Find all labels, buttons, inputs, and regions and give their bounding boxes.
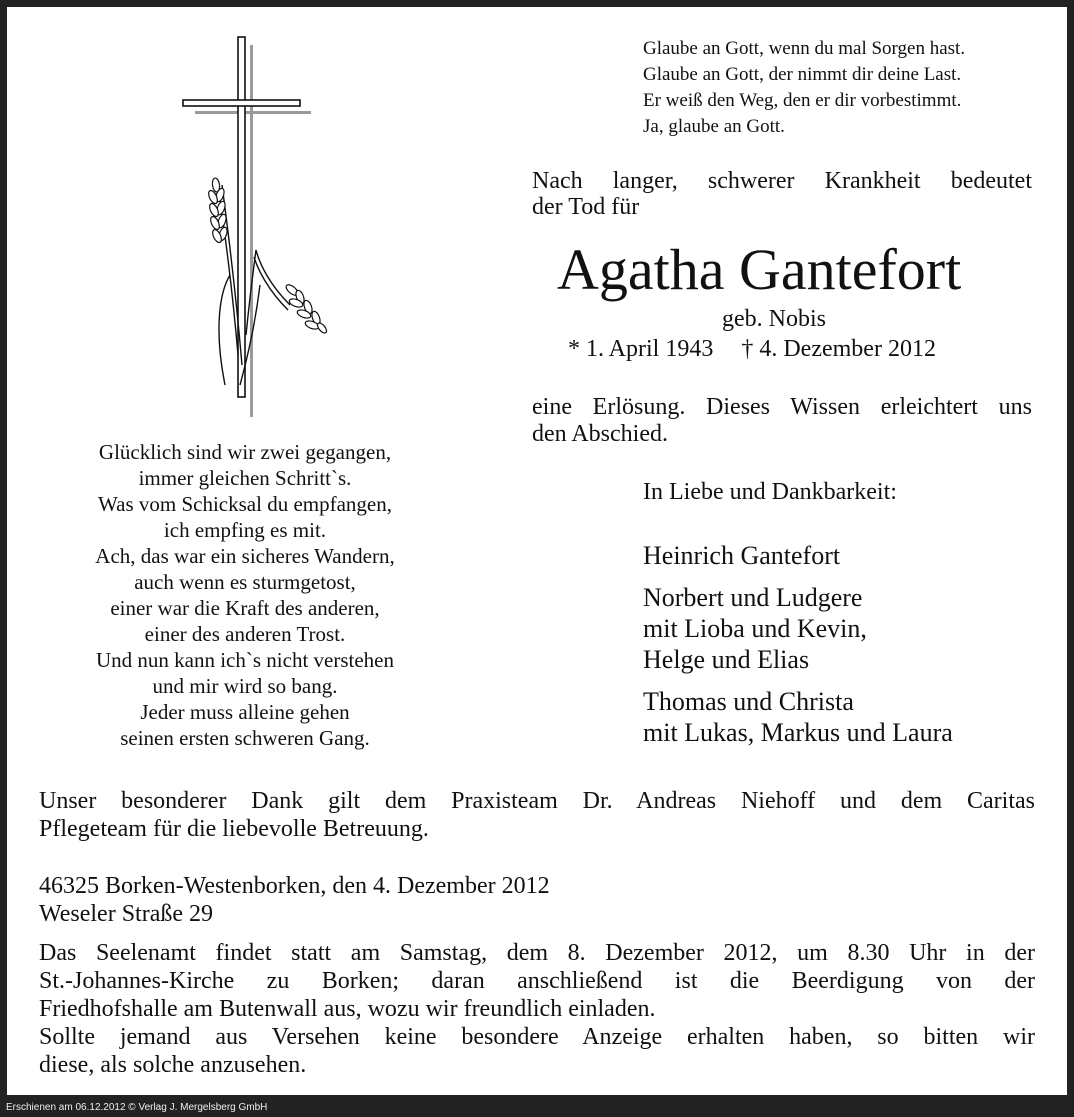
intro-line-2: der Tod für (532, 194, 640, 220)
poem-line: Was vom Schicksal du empfangen, (98, 492, 392, 516)
relief-text (532, 394, 1032, 448)
maiden-name: geb. Nobis (722, 306, 826, 332)
relief-line: den Abschied. (532, 421, 668, 447)
family-member: Helge und Elias (643, 645, 810, 674)
poem (30, 439, 460, 751)
service-text (39, 939, 1035, 1079)
address-line: 46325 Borken-Westenborken, den 4. Dezember 2012 (39, 873, 550, 899)
service-line: St.-Johannes-Kirche zu Borken; daran anschließend ist die Beerdigung von der (39, 968, 1035, 994)
family-group (643, 686, 953, 748)
verse-line: Er weiß den Weg, den er dir vorbestimmt. (643, 90, 962, 111)
address-line: Weseler Straße 29 (39, 901, 213, 927)
poem-line: ich empfing es mit. (163, 518, 327, 542)
intro-line-1: Nach langer, schwerer Krankheit bedeutet (532, 168, 1032, 194)
poem-line: Jeder muss alleine gehen (140, 700, 350, 724)
service-line: Das Seelenamt findet statt am Samstag, dem 8. Dezember 2012, um 8.30 Uhr in der (39, 940, 1035, 966)
service-line: diese, als solche anzusehen. (39, 1052, 307, 1078)
thanks-line: Unser besonderer Dank gilt dem Praxisteam Dr. Andreas Niehoff und dem Caritas (39, 788, 1035, 814)
family-group (643, 582, 953, 675)
poem-line: Glücklich sind wir zwei gegangen, (98, 440, 392, 464)
publication-footer: Erschienen am 06.12.2012 © Verlag J. Mergelsberg GmbH (6, 1102, 268, 1113)
family-list (643, 540, 953, 759)
verse-line: Glaube an Gott, der nimmt dir deine Last. (643, 64, 962, 85)
birth-date: * 1. April 1943 (568, 336, 714, 362)
verse-line: Ja, glaube an Gott. (643, 116, 785, 137)
poem-line: einer war die Kraft des anderen, (110, 596, 380, 620)
poem-line: Und nun kann ich`s nicht verstehen (95, 648, 394, 672)
family-member: Norbert und Ludgere (643, 583, 863, 612)
cross-with-wheat-icon (170, 35, 340, 420)
poem-line: Ach, das war ein sicheres Wandern, (95, 544, 395, 568)
family-member: Thomas und Christa (643, 687, 854, 716)
poem-line: immer gleichen Schritt`s. (138, 466, 352, 490)
closing-phrase: In Liebe und Dankbarkeit: (643, 479, 897, 505)
service-line: Friedhofshalle am Butenwall aus, wozu wir freundlich einladen. (39, 996, 656, 1022)
poem-line: auch wenn es sturmgetost, (134, 570, 356, 594)
thanks-line: Pflegeteam für die liebevolle Betreuung. (39, 816, 429, 842)
family-member: mit Lioba und Kevin, (643, 614, 867, 643)
family-member: Heinrich Gantefort (643, 541, 841, 570)
family-group (643, 540, 953, 571)
service-line: Sollte jemand aus Versehen keine besondere Anzeige erhalten haben, so bitten wir (39, 1024, 1035, 1050)
thanks-text (39, 787, 1035, 843)
address-block (39, 872, 550, 928)
family-member: mit Lukas, Markus und Laura (643, 718, 953, 747)
life-dates (568, 335, 936, 363)
poem-line: seinen ersten schweren Gang. (120, 726, 370, 750)
poem-line: einer des anderen Trost. (144, 622, 346, 646)
death-date: † 4. Dezember 2012 (741, 336, 936, 362)
poem-line: und mir wird so bang. (152, 674, 338, 698)
top-verse (643, 36, 965, 140)
deceased-name: Agatha Gantefort (557, 237, 962, 302)
verse-line: Glaube an Gott, wenn du mal Sorgen hast. (643, 38, 966, 59)
relief-line: eine Erlösung. Dieses Wissen erleichtert uns (532, 394, 1032, 420)
